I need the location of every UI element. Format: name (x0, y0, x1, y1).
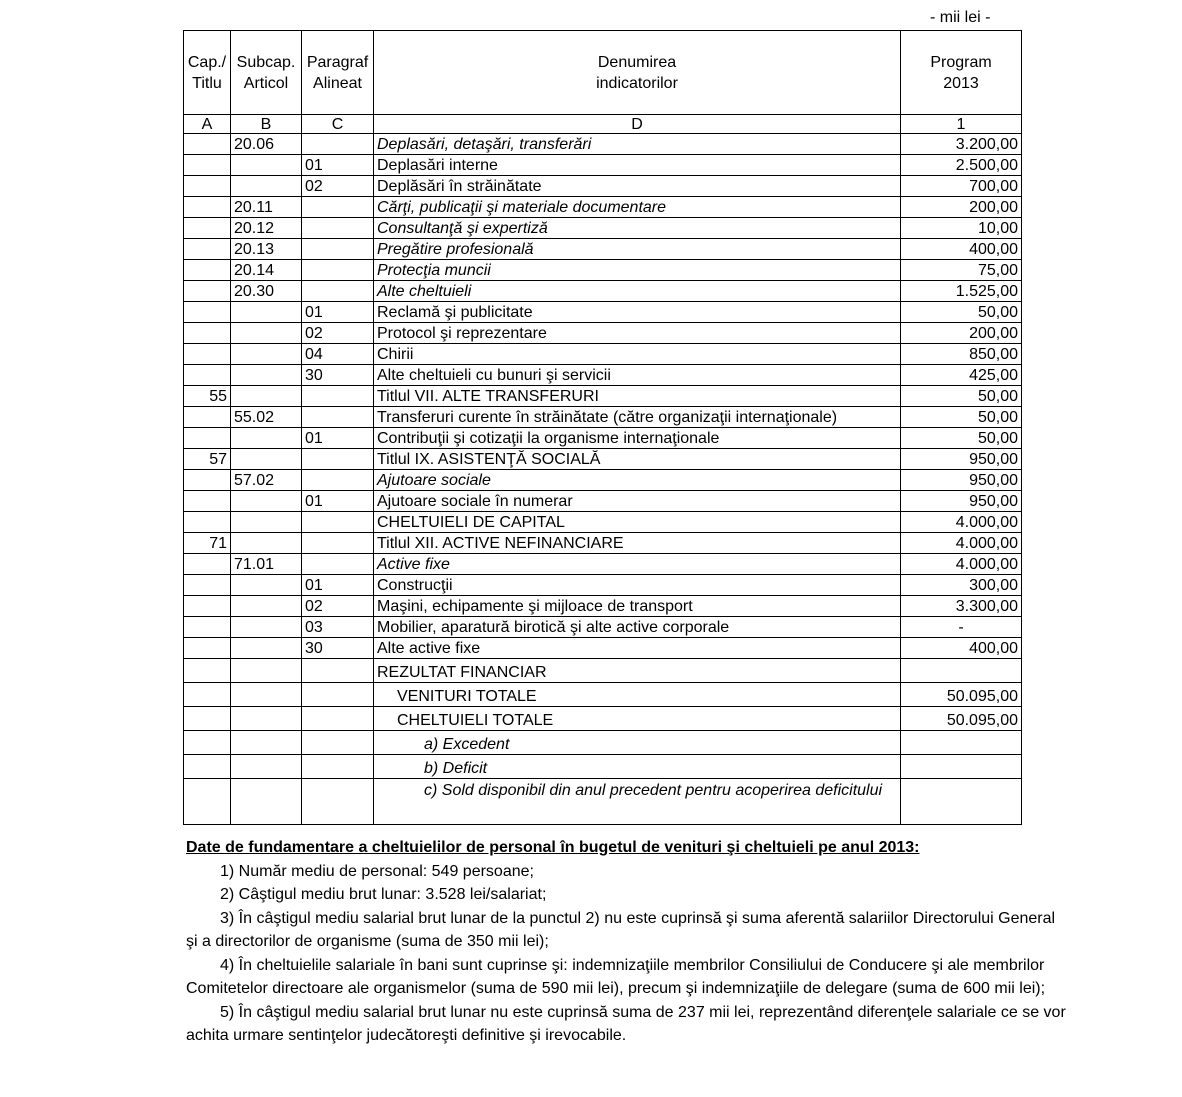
cell-a (184, 659, 231, 683)
cell-c (302, 659, 374, 683)
cell-d: CHELTUIELI TOTALE (374, 707, 901, 731)
cell-b: 20.13 (231, 239, 302, 260)
cell-c (302, 470, 374, 491)
table-row (184, 155, 1022, 176)
table-row (184, 197, 1022, 218)
header-denumirea: Denumirea indicatorilor (374, 31, 901, 115)
cell-a (184, 218, 231, 239)
cell-c: 02 (302, 596, 374, 617)
table-row (184, 281, 1022, 302)
cell-c: 01 (302, 491, 374, 512)
note-item-2: 2) Câştigul mediu brut lunar: 3.528 lei/salariat; (220, 886, 547, 903)
cell-c (302, 683, 374, 707)
cell-c: 30 (302, 365, 374, 386)
table-row (184, 512, 1022, 533)
cell-b (231, 779, 302, 825)
cell-a (184, 428, 231, 449)
cell-d: Titlul IX. ASISTENŢĂ SOCIALĂ (374, 449, 901, 470)
cell-e: 75,00 (901, 260, 1022, 281)
cell-c (302, 281, 374, 302)
cell-b (231, 365, 302, 386)
cell-b (231, 344, 302, 365)
cell-b: 20.30 (231, 281, 302, 302)
cell-a (184, 707, 231, 731)
cell-b (231, 302, 302, 323)
cell-c (302, 731, 374, 755)
table-row (184, 344, 1022, 365)
cell-e (901, 779, 1022, 825)
cell-e: 400,00 (901, 239, 1022, 260)
cell-e: 50,00 (901, 428, 1022, 449)
cell-b (231, 596, 302, 617)
cell-c (302, 239, 374, 260)
table-row (184, 596, 1022, 617)
cell-c: 02 (302, 176, 374, 197)
header-row (184, 31, 1022, 115)
table-row (184, 218, 1022, 239)
notes-title: Date de fundamentare a cheltuielilor de personal în bugetul de venituri şi cheltuieli pe anul 2013: (186, 839, 920, 856)
cell-b (231, 323, 302, 344)
cell-d: Protocol şi reprezentare (374, 323, 901, 344)
cell-d: Mobilier, aparatură birotică şi alte active corporale (374, 617, 901, 638)
cell-e: 425,00 (901, 365, 1022, 386)
cell-c (302, 554, 374, 575)
table-row (184, 449, 1022, 470)
cell-b: 57.02 (231, 470, 302, 491)
cell-b (231, 428, 302, 449)
cell-e: 1.525,00 (901, 281, 1022, 302)
cell-a (184, 512, 231, 533)
notes-section (186, 836, 1066, 1048)
cell-a (184, 731, 231, 755)
cell-d: Reclamă şi publicitate (374, 302, 901, 323)
table-row (184, 731, 1022, 755)
cell-a (184, 491, 231, 512)
cell-d: Transferuri curente în străinătate (către organizaţii internaţionale) (374, 407, 901, 428)
cell-d: REZULTAT FINANCIAR (374, 659, 901, 683)
cell-c: 01 (302, 428, 374, 449)
cell-a (184, 407, 231, 428)
cell-c: 01 (302, 155, 374, 176)
letter-b: B (231, 115, 302, 134)
letter-c: C (302, 115, 374, 134)
cell-b: 55.02 (231, 407, 302, 428)
cell-b: 20.14 (231, 260, 302, 281)
table-row (184, 533, 1022, 554)
cell-d: Consultanţă şi expertiză (374, 218, 901, 239)
cell-a: 71 (184, 533, 231, 554)
table-row (184, 470, 1022, 491)
cell-e: 50.095,00 (901, 683, 1022, 707)
cell-b: 20.12 (231, 218, 302, 239)
cell-e (901, 755, 1022, 779)
cell-e: 950,00 (901, 449, 1022, 470)
cell-c: 01 (302, 575, 374, 596)
cell-a (184, 281, 231, 302)
cell-e: 200,00 (901, 197, 1022, 218)
cell-d: Alte active fixe (374, 638, 901, 659)
note-item-5: 5) În câştigul mediu salarial brut lunar nu este cuprinsă suma de 237 mii lei, reprezentând diferenţele salariale ce se vor achita urmare sentinţelor judecătoreşti definitive şi irevocabile. (186, 1003, 1066, 1044)
cell-b (231, 533, 302, 554)
table-row (184, 386, 1022, 407)
cell-e: 10,00 (901, 218, 1022, 239)
table-row (184, 323, 1022, 344)
header-cap-titlu: Cap./ Titlu (184, 31, 231, 115)
cell-a: 57 (184, 449, 231, 470)
cell-a (184, 779, 231, 825)
table-row (184, 491, 1022, 512)
column-letters-row (184, 115, 1022, 134)
cell-e: 3.300,00 (901, 596, 1022, 617)
letter-d: D (374, 115, 901, 134)
cell-d: Deplasări interne (374, 155, 901, 176)
cell-e: 50,00 (901, 386, 1022, 407)
cell-e: 4.000,00 (901, 533, 1022, 554)
cell-a (184, 197, 231, 218)
cell-a (184, 683, 231, 707)
cell-e: 4.000,00 (901, 512, 1022, 533)
cell-b (231, 617, 302, 638)
cell-c (302, 407, 374, 428)
cell-a (184, 239, 231, 260)
cell-e: 200,00 (901, 323, 1022, 344)
letter-a: A (184, 115, 231, 134)
table-row (184, 779, 1022, 825)
cell-a (184, 365, 231, 386)
table-row (184, 554, 1022, 575)
table-row (184, 755, 1022, 779)
cell-a (184, 575, 231, 596)
header-paragraf-alineat: Paragraf Alineat (302, 31, 374, 115)
cell-c: 03 (302, 617, 374, 638)
cell-c (302, 512, 374, 533)
cell-d: Contribuţii şi cotizaţii la organisme internaţionale (374, 428, 901, 449)
cell-b (231, 386, 302, 407)
cell-e: 3.200,00 (901, 134, 1022, 155)
cell-c: 04 (302, 344, 374, 365)
cell-d: Titlul XII. ACTIVE NEFINANCIARE (374, 533, 901, 554)
cell-b (231, 575, 302, 596)
cell-d: Deplăsări în străinătate (374, 176, 901, 197)
cell-d: Alte cheltuieli (374, 281, 901, 302)
cell-a (184, 344, 231, 365)
cell-b (231, 512, 302, 533)
budget-table (183, 30, 1022, 825)
cell-c (302, 218, 374, 239)
cell-d: b) Deficit (374, 755, 901, 779)
table-row (184, 239, 1022, 260)
cell-c (302, 707, 374, 731)
cell-b (231, 638, 302, 659)
cell-d: Deplasări, detaşări, transferări (374, 134, 901, 155)
cell-a: 55 (184, 386, 231, 407)
cell-c (302, 134, 374, 155)
cell-a (184, 554, 231, 575)
cell-a (184, 638, 231, 659)
cell-d: Active fixe (374, 554, 901, 575)
table-row (184, 302, 1022, 323)
header-subcap-articol: Subcap. Articol (231, 31, 302, 115)
cell-d: Construcţii (374, 575, 901, 596)
cell-a (184, 323, 231, 344)
table-row (184, 638, 1022, 659)
table-row (184, 683, 1022, 707)
cell-e: 950,00 (901, 470, 1022, 491)
cell-a (184, 596, 231, 617)
cell-d: CHELTUIELI DE CAPITAL (374, 512, 901, 533)
cell-b (231, 683, 302, 707)
cell-d: Titlul VII. ALTE TRANSFERURI (374, 386, 901, 407)
cell-d: VENITURI TOTALE (374, 683, 901, 707)
cell-b: 20.11 (231, 197, 302, 218)
cell-d: Cărţi, publicaţii şi materiale documentare (374, 197, 901, 218)
cell-c (302, 755, 374, 779)
cell-b: 71.01 (231, 554, 302, 575)
cell-a (184, 470, 231, 491)
cell-b (231, 659, 302, 683)
header-program: Program 2013 (901, 31, 1022, 115)
table-row (184, 176, 1022, 197)
note-item-4: 4) În cheltuielile salariale în bani sunt cuprinse şi: indemnizaţiile membrilor Consiliului de Conducere şi ale membrilor Comitetelor directoare ale organismelor (suma de 590 mii lei), precum şi indemnizaţiile de delegare (suma de 600 mii lei); (186, 956, 1046, 997)
cell-e: 4.000,00 (901, 554, 1022, 575)
table-row (184, 134, 1022, 155)
cell-d: Ajutoare sociale (374, 470, 901, 491)
table-row (184, 428, 1022, 449)
cell-c: 01 (302, 302, 374, 323)
cell-d: Ajutoare sociale în numerar (374, 491, 901, 512)
cell-e: 50,00 (901, 407, 1022, 428)
table-row (184, 707, 1022, 731)
table-row (184, 617, 1022, 638)
note-item-1: 1) Număr mediu de personal: 549 persoane; (220, 862, 534, 880)
table-row (184, 260, 1022, 281)
cell-e: 300,00 (901, 575, 1022, 596)
cell-b (231, 155, 302, 176)
cell-b: 20.06 (231, 134, 302, 155)
cell-c (302, 449, 374, 470)
cell-e: 50,00 (901, 302, 1022, 323)
cell-c (302, 260, 374, 281)
cell-d: a) Excedent (374, 731, 901, 755)
cell-b (231, 707, 302, 731)
cell-e: 2.500,00 (901, 155, 1022, 176)
cell-a (184, 617, 231, 638)
cell-a (184, 755, 231, 779)
cell-d: Maşini, echipamente şi mijloace de transport (374, 596, 901, 617)
cell-d: Protecţia muncii (374, 260, 901, 281)
cell-d: Chirii (374, 344, 901, 365)
cell-d: Alte cheltuieli cu bunuri şi servicii (374, 365, 901, 386)
cell-d: c) Sold disponibil din anul precedent pentru acoperirea deficitului (374, 779, 901, 825)
cell-c (302, 197, 374, 218)
cell-a (184, 302, 231, 323)
cell-b (231, 731, 302, 755)
table-row (184, 407, 1022, 428)
cell-b (231, 755, 302, 779)
cell-e: 700,00 (901, 176, 1022, 197)
unit-label: - mii lei - (930, 9, 991, 26)
table-row (184, 659, 1022, 683)
cell-b (231, 491, 302, 512)
table-row (184, 575, 1022, 596)
cell-e: - (901, 617, 1022, 638)
cell-a (184, 155, 231, 176)
cell-c (302, 533, 374, 554)
cell-c (302, 779, 374, 825)
cell-a (184, 134, 231, 155)
cell-c (302, 386, 374, 407)
cell-a (184, 176, 231, 197)
cell-a (184, 260, 231, 281)
cell-d: Pregătire profesională (374, 239, 901, 260)
cell-e: 950,00 (901, 491, 1022, 512)
table-row (184, 365, 1022, 386)
cell-e (901, 731, 1022, 755)
cell-b (231, 176, 302, 197)
cell-c: 30 (302, 638, 374, 659)
cell-c: 02 (302, 323, 374, 344)
cell-b (231, 449, 302, 470)
cell-e: 50.095,00 (901, 707, 1022, 731)
letter-e: 1 (901, 115, 1022, 134)
cell-e (901, 659, 1022, 683)
note-item-3: 3) În câştigul mediu salarial brut lunar de la punctul 2) nu este cuprinsă şi suma aferentă salariilor Directorului General şi a directorilor de organisme (suma de 350 mii lei); (186, 909, 1056, 950)
cell-e: 400,00 (901, 638, 1022, 659)
cell-e: 850,00 (901, 344, 1022, 365)
